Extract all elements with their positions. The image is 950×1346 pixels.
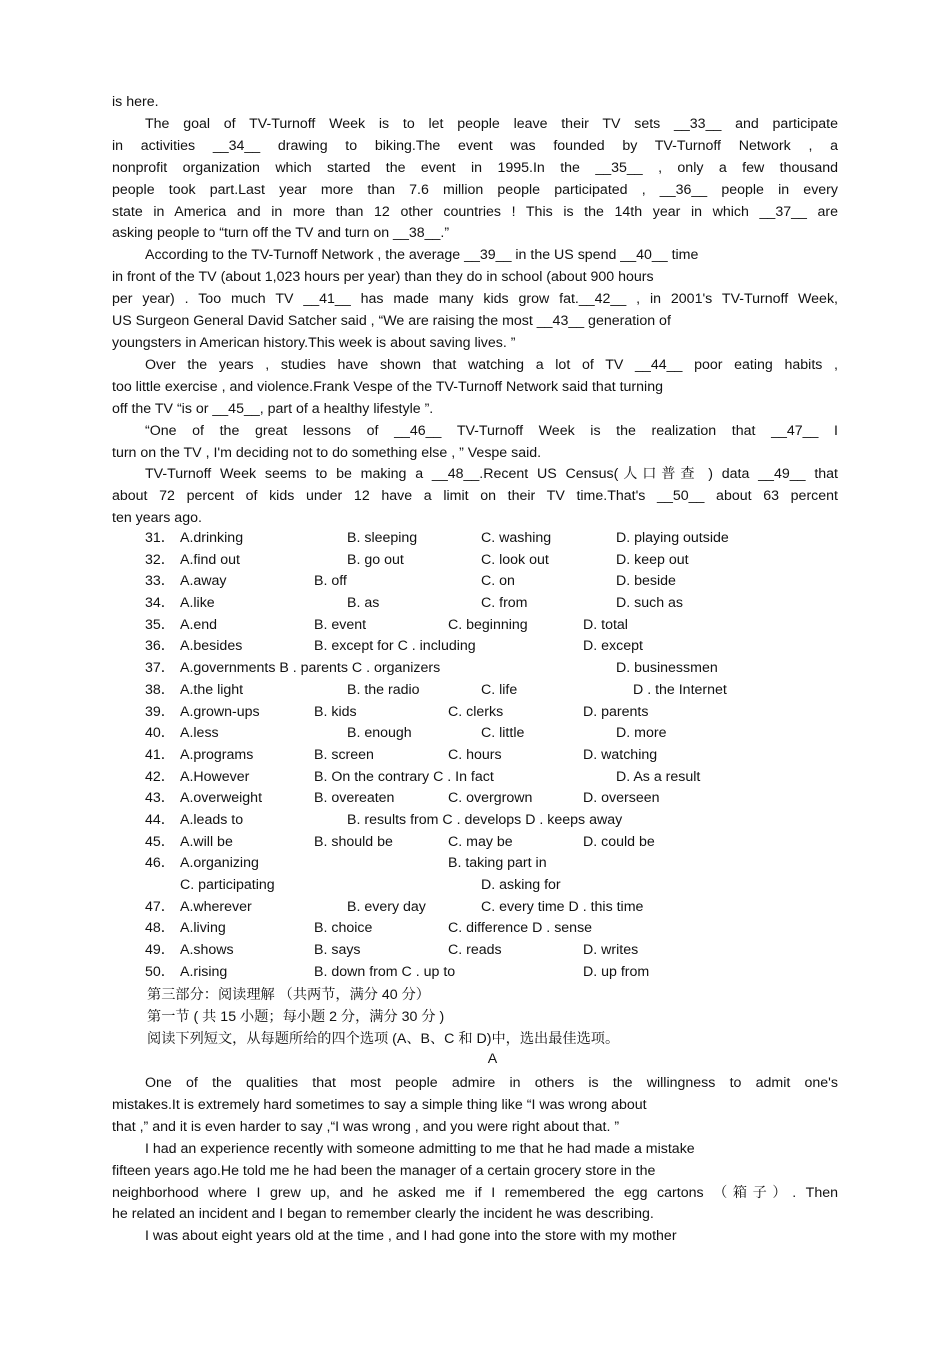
question-number: 50． <box>145 963 175 980</box>
option-a: A.rising <box>180 963 228 980</box>
passage-line: The goal of TV-Turnoff Week is to let people leave their TV sets __33__ and participate <box>145 115 838 132</box>
passage-line: people took part.Last year more than 7.6 million people participated , __36__ people in every <box>112 181 838 198</box>
option-d: D. beside <box>616 573 676 590</box>
option-d: D. playing outside <box>616 530 729 546</box>
option-row-46-cont <box>145 875 835 897</box>
passage-line: is here. <box>112 94 159 110</box>
question-number: 45． <box>145 833 175 850</box>
passage-line: nonprofit organization which started the event in 1995.In the __35__ , only a few thousand <box>112 159 838 176</box>
option-row-40 <box>145 723 835 745</box>
option-c: C. hours <box>448 746 502 763</box>
passage-line: about 72 percent of kids under 12 have a limit on their TV time.That's __50__ about 63 percent <box>112 488 838 505</box>
option-c: C. participating <box>180 877 275 893</box>
option-b: B. the radio <box>347 681 420 698</box>
question-number: 35． <box>145 616 175 633</box>
option-c: C. every time D . this time <box>481 898 644 915</box>
option-a: A.organizing <box>180 855 259 872</box>
reading-line: he related an incident and I began to remember clearly the incident he was describing. <box>112 1206 654 1223</box>
option-d: D. As a result <box>616 768 701 785</box>
reading-line: I had an experience recently with someone admitting to me that he had made a mistake <box>145 1140 695 1157</box>
question-number: 41． <box>145 746 175 763</box>
option-b: B. as <box>347 595 380 612</box>
passage-line: off the TV “is or __45__, part of a healthy lifestyle ”. <box>112 400 434 417</box>
option-b: B. results from C . develops D . keeps away <box>347 811 623 828</box>
option-b: B. except for C . including <box>314 638 476 655</box>
option-c: C. difference D . sense <box>448 920 593 937</box>
question-number: 38． <box>145 681 175 698</box>
passage-line: in front of the TV (about 1,023 hours per year) than they do in school (about 900 hours <box>112 269 654 286</box>
option-a: A.drinking <box>180 530 244 546</box>
reading-passage <box>112 1073 838 1248</box>
option-row-34 <box>145 593 835 615</box>
question-number: 39． <box>145 703 175 720</box>
passage-line: per year) . Too much TV __41__ has made many kids grow fat.__42__ , in 2001's TV-Turnoff Week, <box>112 291 838 308</box>
option-a: A.less <box>180 725 219 742</box>
option-row-44 <box>145 810 835 832</box>
passage-line: TV-Turnoff Week seems to be making a __48__.Recent US Census(人口普查 ) data __49__ that <box>145 466 838 483</box>
option-a: A.living <box>180 920 226 937</box>
option-a: A.leads to <box>180 811 244 828</box>
option-row-35 <box>145 615 835 637</box>
question-number: 36． <box>145 638 175 655</box>
option-d: D. keep out <box>616 551 689 568</box>
question-number: 44． <box>145 811 175 828</box>
option-c: C. clerks <box>448 703 504 720</box>
option-d: D. more <box>616 725 667 742</box>
option-c: C. washing <box>481 530 552 546</box>
option-row-31 <box>145 528 835 550</box>
option-c: C. look out <box>481 551 549 568</box>
passage-line: Over the years , studies have shown that watching a lot of TV __44__ poor eating habits , <box>145 356 838 373</box>
option-c: C. on <box>481 573 515 590</box>
option-row-50 <box>145 962 835 984</box>
option-a: A.overweight <box>180 790 263 807</box>
option-a: A.end <box>180 616 218 633</box>
passage-line: ten years ago. <box>112 510 202 527</box>
question-number: 43． <box>145 790 175 807</box>
option-d: D. watching <box>583 746 658 763</box>
option-b: B. down from C . up to <box>314 963 456 980</box>
option-a: A.besides <box>180 638 243 655</box>
passage-line: in activities __34__ drawing to biking.The event was founded by TV-Turnoff Network , a <box>112 137 838 154</box>
option-row-47 <box>145 897 835 919</box>
passage-line: too little exercise , and violence.Frank Vespe of the TV-Turnoff Network said that turning <box>112 378 663 395</box>
section-instructions: 阅读下列短文，从每题所给的四个选项 (A、B、C 和 D)中，选出最佳选项。 <box>147 1031 620 1047</box>
option-c: C. from <box>481 595 528 612</box>
option-d: D. asking for <box>481 877 561 893</box>
question-number: 48． <box>145 920 175 937</box>
option-a: A.like <box>180 595 215 612</box>
section-heading-sub1: 第一节 ( 共 15 小题；每小题 2 分，满分 30 分 ) <box>147 1009 445 1025</box>
passage-line: state in America and in more than 12 other countries ! This is the 14th year in which __37__ are <box>112 203 838 220</box>
passage-line: asking people to “turn off the TV and turn on __38__.” <box>112 225 450 242</box>
reading-line: neighborhood where I grew up, and he asked me if I remembered the egg cartons （箱子）. Then <box>112 1184 838 1201</box>
option-b: B. enough <box>347 725 412 742</box>
answer-options <box>145 528 835 983</box>
option-d: D. businessmen <box>616 660 718 677</box>
option-a: A.the light <box>180 681 244 698</box>
question-number: 33． <box>145 573 175 590</box>
option-c: C. little <box>481 725 525 742</box>
option-row-37 <box>145 658 835 680</box>
option-a: A.away <box>180 573 227 590</box>
option-a: A.However <box>180 768 250 785</box>
question-number: 47． <box>145 898 175 915</box>
reading-line: One of the qualities that most people admire in others is the willingness to admit one's <box>145 1075 838 1091</box>
option-a: A.grown-ups <box>180 703 260 720</box>
question-number: 34． <box>145 595 175 612</box>
reading-line: fifteen years ago.He told me he had been the manager of a certain grocery store in the <box>112 1162 656 1179</box>
option-c: C. overgrown <box>448 790 533 807</box>
option-b: B. off <box>314 573 347 590</box>
passage-line: “One of the great lessons of __46__ TV-Turnoff Week is the realization that __47__ I <box>145 422 838 439</box>
question-number: 40． <box>145 725 175 742</box>
option-d: D. could be <box>583 833 655 850</box>
option-b: B. should be <box>314 833 393 850</box>
option-a: A.wherever <box>180 898 252 915</box>
option-b: B. kids <box>314 703 357 720</box>
option-d: D. overseen <box>583 790 660 807</box>
option-b: B. go out <box>347 551 404 568</box>
option-row-36 <box>145 636 835 658</box>
option-b: B. overeaten <box>314 790 395 807</box>
section-heading-part3: 第三部分：阅读理解 （共两节，满分 40 分） <box>147 987 430 1003</box>
option-c: C. beginning <box>448 616 528 633</box>
question-number: 31． <box>145 530 175 546</box>
option-c: C. life <box>481 681 518 698</box>
passage-line: According to the TV-Turnoff Network , the average __39__ in the US spend __40__ time <box>145 247 699 264</box>
cloze-passage <box>112 92 838 530</box>
option-b: B. choice <box>314 920 373 937</box>
passage-letter: A <box>487 1051 498 1067</box>
option-b: B. every day <box>347 898 426 915</box>
question-number: 32． <box>145 551 175 568</box>
passage-line: youngsters in American history.This week is about saving lives. ” <box>112 334 516 351</box>
option-b: B. event <box>314 616 367 633</box>
option-row-43 <box>145 788 835 810</box>
question-number: 37． <box>145 660 175 677</box>
option-row-41 <box>145 745 835 767</box>
option-a: A.find out <box>180 551 240 568</box>
option-row-38 <box>145 680 835 702</box>
option-row-42 <box>145 767 835 789</box>
option-a: A.shows <box>180 942 234 959</box>
option-b: B. screen <box>314 746 374 763</box>
passage-line: turn on the TV , I'm deciding not to do something else , ” Vespe said. <box>112 444 542 461</box>
reading-line: mistakes.It is extremely hard sometimes to say a simple thing like “I was wrong about <box>112 1096 647 1113</box>
passage-line: US Surgeon General David Satcher said , “We are raising the most __43__ generation of <box>112 313 671 330</box>
question-number: 42． <box>145 768 175 785</box>
option-d: D . the Internet <box>633 681 727 698</box>
option-b: B. says <box>314 942 361 959</box>
option-d: D. up from <box>583 963 650 980</box>
option-c: C. may be <box>448 833 513 850</box>
option-b: B. taking part in <box>448 855 547 872</box>
option-d: D. parents <box>583 703 649 720</box>
option-row-39 <box>145 702 835 724</box>
option-a: A.governments B . parents C . organizers <box>180 660 441 677</box>
option-d: D. except <box>583 638 643 655</box>
option-row-48 <box>145 918 835 940</box>
option-row-49 <box>145 940 835 962</box>
option-row-46 <box>145 853 835 875</box>
option-c: C. reads <box>448 942 502 959</box>
option-b: B. On the contrary C . In fact <box>314 768 494 785</box>
option-a: A.will be <box>180 833 233 850</box>
reading-line: that ,” and it is even harder to say ,“I was wrong , and you were right about that. ” <box>112 1118 620 1135</box>
reading-line: I was about eight years old at the time , and I had gone into the store with my mother <box>145 1228 677 1245</box>
question-number: 49． <box>145 942 175 959</box>
option-b: B. sleeping <box>347 530 418 546</box>
option-row-33 <box>145 571 835 593</box>
option-a: A.programs <box>180 746 254 763</box>
option-d: D. total <box>583 616 628 633</box>
option-row-32 <box>145 550 835 572</box>
option-d: D. writes <box>583 942 639 959</box>
option-d: D. such as <box>616 595 684 612</box>
question-number: 46． <box>145 855 175 872</box>
option-row-45 <box>145 832 835 854</box>
